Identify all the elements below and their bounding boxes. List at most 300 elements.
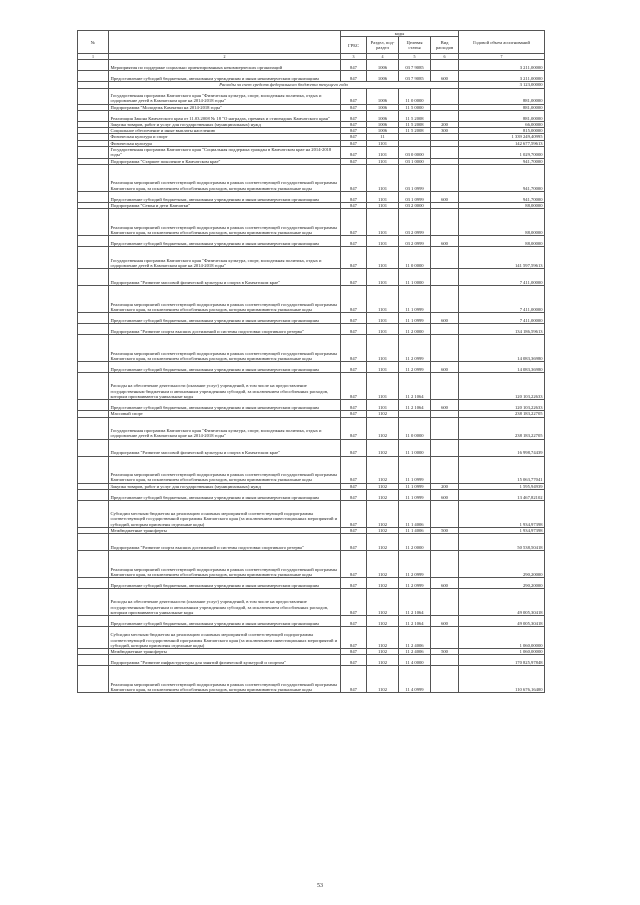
cell-sum: 7 411,00000 <box>459 313 545 324</box>
cell-sum: 49 005,30418 <box>459 589 545 616</box>
cell-section: 1101 <box>367 202 399 208</box>
cell-section: 1006 <box>367 104 399 110</box>
cell-section: 1102 <box>367 551 399 578</box>
cell-grbs: 847 <box>341 202 367 208</box>
cell-section: 1101 <box>367 164 399 191</box>
cell-name: Государственная программа Камчатского края "Физическая культура, спорт, молодежная политика, отдых и оздоровление детей в Камчатском крае на 2014-2018 годы" <box>109 417 341 439</box>
cell-target: 11 1 0999 <box>399 313 431 324</box>
cell-exp-type: 200 <box>431 483 459 489</box>
cell-name: Государственная программа Камчатского края "Физическая культура, спорт, молодежная политика, отдых и оздоровление детей в Камчатском крае на 2014-2018 годы" <box>109 88 341 104</box>
table-row <box>78 236 545 247</box>
cell-target: 11 2 0999 <box>399 335 431 362</box>
cell-exp-type: 600 <box>431 489 459 500</box>
cell-num <box>78 589 109 616</box>
cell-exp-type: 300 <box>431 128 459 134</box>
cell-sum: 881,00000 <box>459 88 545 104</box>
cell-target: 11 0 0000 <box>399 417 431 439</box>
cell-section: 1102 <box>367 439 399 456</box>
cell-grbs: 847 <box>341 666 367 693</box>
cell-target: 11 1 0999 <box>399 483 431 489</box>
table-row <box>78 616 545 627</box>
table-row <box>78 456 545 483</box>
cell-grbs: 847 <box>341 236 367 247</box>
header-codes: коды <box>341 31 459 37</box>
cell-name: Предоставление субсидий бюджетным, автономным учреждениям и иным некоммерческим организациям <box>109 578 341 589</box>
header-grbs: ГРБС <box>341 37 367 54</box>
cell-name: Подпрограмма "Семья и дети Камчатки" <box>109 202 341 208</box>
cell-name: Предоставление субсидий бюджетным, автономным учреждениям и иным некоммерческим организациям <box>109 313 341 324</box>
cell-sum: 815,00000 <box>459 128 545 134</box>
cell-name: Подпрограмма "Развитие спорта высших достижений и системы подготовки спортивного резерва" <box>109 534 341 551</box>
cell-grbs: 847 <box>341 209 367 236</box>
cell-target: 11 2 0000 <box>399 324 431 335</box>
cell-grbs: 847 <box>341 313 367 324</box>
cell-exp-type <box>431 164 459 191</box>
cell-note: Расходы за счет средств федерального бюджета текущего года <box>109 82 459 88</box>
cell-section: 1006 <box>367 121 399 127</box>
cell-exp-type <box>431 324 459 335</box>
cell-section: 1102 <box>367 627 399 649</box>
cell-grbs: 847 <box>341 191 367 202</box>
cell-name: Предоставление субсидий бюджетным, автономным учреждениям и иным некоммерческим организациям <box>109 616 341 627</box>
cell-exp-type: 600 <box>431 313 459 324</box>
cell-section: 1101 <box>367 191 399 202</box>
cell-exp-type <box>431 551 459 578</box>
cell-section: 1102 <box>367 417 399 439</box>
cell-grbs: 847 <box>341 88 367 104</box>
column-index-cell: 5 <box>399 54 431 60</box>
cell-exp-type <box>431 627 459 649</box>
cell-section: 1102 <box>367 616 399 627</box>
cell-sum: 49 005,30418 <box>459 616 545 627</box>
header-name <box>109 31 341 54</box>
cell-num <box>78 286 109 313</box>
table-body <box>78 60 545 693</box>
column-index-cell: 6 <box>431 54 459 60</box>
cell-name: Закупка товаров, работ и услуг для государственных (муниципальных) нужд <box>109 483 341 489</box>
cell-target: 11 2 0999 <box>399 551 431 578</box>
cell-target: 03 2 0999 <box>399 236 431 247</box>
cell-name: Государственная программа Камчатского края "Социальная поддержка граждан в Камчатском крае на 2014-2018 годы" <box>109 147 341 159</box>
cell-target: 11 5 2008 <box>399 110 431 121</box>
cell-name: Реализация мероприятий соответствующей подпрограммы в рамках соответствующей государственной программы Камчатского края, за исключением обособленных расходов, которым присваиваются уникальные коды <box>109 164 341 191</box>
cell-exp-type: 600 <box>431 616 459 627</box>
cell-section: 1102 <box>367 649 399 655</box>
cell-section: 1102 <box>367 456 399 483</box>
cell-num <box>78 191 109 202</box>
cell-name: Предоставление субсидий бюджетным, автономным учреждениям и иным некоммерческим организациям <box>109 71 341 82</box>
cell-exp-type <box>431 335 459 362</box>
cell-section: 1102 <box>367 589 399 616</box>
cell-sum: 3 211,00000 <box>459 71 545 82</box>
cell-exp-type <box>431 269 459 286</box>
cell-sum: 16 998,74439 <box>459 439 545 456</box>
table-row <box>78 209 545 236</box>
column-index-cell: 3 <box>341 54 367 60</box>
cell-sum: 88,00000 <box>459 209 545 236</box>
table-row <box>78 71 545 82</box>
cell-sum: 881,00000 <box>459 104 545 110</box>
cell-sum: 110 676,16400 <box>459 666 545 693</box>
cell-sum: 941,70000 <box>459 158 545 164</box>
cell-num <box>78 60 109 71</box>
cell-exp-type: 600 <box>431 71 459 82</box>
cell-grbs: 847 <box>341 373 367 400</box>
table-row <box>78 335 545 362</box>
cell-section: 1102 <box>367 666 399 693</box>
cell-target: 11 5 0000 <box>399 104 431 110</box>
table-row <box>78 489 545 500</box>
cell-exp-type: 600 <box>431 191 459 202</box>
cell-num <box>78 324 109 335</box>
budget-page <box>77 30 544 693</box>
cell-grbs: 847 <box>341 147 367 159</box>
cell-exp-type <box>431 209 459 236</box>
cell-num <box>78 164 109 191</box>
cell-sum: 1 339 249,40995 <box>459 134 545 140</box>
cell-exp-type <box>431 534 459 551</box>
cell-target: 03 1 0999 <box>399 191 431 202</box>
cell-sum: 3 123,00000 <box>459 82 545 88</box>
cell-grbs: 847 <box>341 627 367 649</box>
cell-target: 11 0 0000 <box>399 88 431 104</box>
cell-name: Субсидии местным бюджетам на реализацию основных мероприятий соответствующей подпрограммы соответствующей государственной программы Камчатского края (за исключением инвестиционных мероприятий и субсидий, которым присвоены отдельные коды) <box>109 627 341 649</box>
cell-grbs: 847 <box>341 140 367 146</box>
cell-sum: 7 411,00000 <box>459 286 545 313</box>
cell-name: Предоставление субсидий бюджетным, автономным учреждениям и иным некоммерческим организациям <box>109 489 341 500</box>
table-row <box>78 191 545 202</box>
cell-exp-type <box>431 373 459 400</box>
cell-num <box>78 655 109 666</box>
cell-name: Подпрограмма "Развитие спорта высших достижений и системы подготовки спортивного резерва" <box>109 324 341 335</box>
cell-target: 11 2 1064 <box>399 400 431 411</box>
cell-sum: 881,00000 <box>459 110 545 121</box>
cell-sum: 170 825,97848 <box>459 655 545 666</box>
cell-grbs: 847 <box>341 500 367 527</box>
cell-section: 1102 <box>367 489 399 500</box>
cell-sum: 66,00000 <box>459 121 545 127</box>
cell-exp-type <box>431 655 459 666</box>
cell-num <box>78 489 109 500</box>
cell-num <box>78 616 109 627</box>
cell-exp-type <box>431 247 459 269</box>
cell-name: Реализация мероприятий соответствующей подпрограммы в рамках соответствующей государственной программы Камчатского края, за исключением обособленных расходов, которым присваиваются уникальные коды <box>109 209 341 236</box>
cell-grbs: 847 <box>341 158 367 164</box>
table-row <box>78 88 545 104</box>
table-row <box>78 417 545 439</box>
cell-target: 11 4 0000 <box>399 655 431 666</box>
cell-num <box>78 666 109 693</box>
cell-sum: 13 467,82102 <box>459 489 545 500</box>
cell-sum: 941,70000 <box>459 191 545 202</box>
cell-section: 1101 <box>367 335 399 362</box>
cell-name: Реализация мероприятий соответствующей подпрограммы в рамках соответствующей государственной программы Камчатского края, за исключением обособленных расходов, которым присваиваются уникальные коды <box>109 666 341 693</box>
cell-target: 11 4 0999 <box>399 666 431 693</box>
cell-target: 11 1 4006 <box>399 500 431 527</box>
cell-target: 11 1 0999 <box>399 456 431 483</box>
cell-sum: 88,00000 <box>459 202 545 208</box>
cell-num <box>78 456 109 483</box>
cell-exp-type: 500 <box>431 527 459 533</box>
cell-section: 1101 <box>367 269 399 286</box>
cell-grbs: 847 <box>341 456 367 483</box>
cell-num <box>78 269 109 286</box>
cell-target: 11 1 4006 <box>399 527 431 533</box>
table-row <box>78 534 545 551</box>
table-row <box>78 439 545 456</box>
table-row <box>78 147 545 159</box>
cell-section: 1101 <box>367 209 399 236</box>
cell-target: 11 1 0000 <box>399 269 431 286</box>
cell-sum: 1 060,00000 <box>459 627 545 649</box>
cell-name: Государственная программа Камчатского края "Физическая культура, спорт, молодежная политика, отдых и оздоровление детей в Камчатском крае на 2014-2018 годы" <box>109 247 341 269</box>
cell-sum: 142 677,59613 <box>459 140 545 146</box>
cell-name: Подпрограмма "Молодежь Камчатки на 2014-2018 годы" <box>109 104 341 110</box>
cell-grbs: 847 <box>341 534 367 551</box>
cell-name: Подпрограмма "Развитие массовой физической культуры и спорта в Камчатском крае" <box>109 439 341 456</box>
cell-num <box>78 439 109 456</box>
cell-name: Физическая культура <box>109 140 341 146</box>
cell-target: 11 1 0999 <box>399 286 431 313</box>
cell-target: 11 2 0999 <box>399 362 431 373</box>
cell-grbs: 847 <box>341 411 367 417</box>
cell-grbs: 847 <box>341 551 367 578</box>
cell-section: 1101 <box>367 373 399 400</box>
cell-target: 11 1 0000 <box>399 439 431 456</box>
cell-target: 11 2 4006 <box>399 627 431 649</box>
cell-grbs: 847 <box>341 400 367 411</box>
cell-grbs: 847 <box>341 335 367 362</box>
table-row <box>78 655 545 666</box>
table-row <box>78 666 545 693</box>
cell-num <box>78 110 109 121</box>
cell-sum: 141 597,59613 <box>459 247 545 269</box>
cell-grbs: 847 <box>341 121 367 127</box>
cell-num <box>78 88 109 104</box>
cell-num <box>78 362 109 373</box>
cell-grbs: 847 <box>341 269 367 286</box>
cell-target: 11 5 2008 <box>399 121 431 127</box>
page-number: 53 <box>317 883 323 889</box>
table-row <box>78 400 545 411</box>
table-row <box>78 247 545 269</box>
cell-exp-type <box>431 88 459 104</box>
budget-table <box>77 30 545 693</box>
table-row <box>78 589 545 616</box>
cell-name: Предоставление субсидий бюджетным, автономным учреждениям и иным некоммерческим организациям <box>109 236 341 247</box>
cell-target: 11 2 0000 <box>399 534 431 551</box>
cell-sum: 134 186,59613 <box>459 324 545 335</box>
cell-num <box>78 627 109 649</box>
cell-section: 1102 <box>367 483 399 489</box>
cell-section: 1101 <box>367 247 399 269</box>
column-index-cell: 1 <box>78 54 109 60</box>
cell-section: 1006 <box>367 71 399 82</box>
column-index-cell: 2 <box>109 54 341 60</box>
table-row <box>78 324 545 335</box>
cell-name: Массовый спорт <box>109 411 341 417</box>
cell-target: 11 1 0999 <box>399 489 431 500</box>
cell-exp-type <box>431 666 459 693</box>
table-row <box>78 269 545 286</box>
cell-num <box>78 500 109 527</box>
table-row <box>78 373 545 400</box>
cell-target: 11 5 2008 <box>399 128 431 134</box>
cell-num <box>78 373 109 400</box>
cell-section: 1101 <box>367 313 399 324</box>
cell-section: 1101 <box>367 286 399 313</box>
cell-sum: 88,00000 <box>459 236 545 247</box>
cell-exp-type <box>431 500 459 527</box>
cell-grbs: 847 <box>341 110 367 121</box>
cell-target: 03 2 0000 <box>399 202 431 208</box>
table-row <box>78 60 545 71</box>
cell-exp-type: 600 <box>431 400 459 411</box>
cell-section: 1101 <box>367 140 399 146</box>
cell-section: 1101 <box>367 147 399 159</box>
cell-target: 03 7 9085 <box>399 71 431 82</box>
cell-exp-type <box>431 439 459 456</box>
cell-exp-type <box>431 60 459 71</box>
cell-num <box>78 417 109 439</box>
cell-name: Подпрограмма "Развитие массовой физической культуры и спорта в Камчатском крае" <box>109 269 341 286</box>
header-num: № <box>78 31 109 54</box>
cell-grbs: 847 <box>341 483 367 489</box>
table-row <box>78 313 545 324</box>
cell-sum: 1 029,70000 <box>459 147 545 159</box>
cell-grbs: 847 <box>341 489 367 500</box>
cell-name: Мероприятия по поддержке социально ориентированных некоммерческих организаций <box>109 60 341 71</box>
cell-target: 11 2 1064 <box>399 373 431 400</box>
cell-num <box>78 236 109 247</box>
cell-num <box>78 313 109 324</box>
cell-exp-type <box>431 147 459 159</box>
cell-section: 1101 <box>367 400 399 411</box>
cell-target: 03 0 0000 <box>399 147 431 159</box>
cell-target: 11 2 1064 <box>399 616 431 627</box>
cell-name: Расходы на обеспечение деятельности (оказание услуг) учреждений, в том числе на предоставление государственным бюджетным и автономным учреждениям субсидий, за исключением обособленных расходов, которым присваиваются уникальные коды <box>109 373 341 400</box>
cell-grbs: 847 <box>341 134 367 140</box>
cell-name: Предоставление субсидий бюджетным, автономным учреждениям и иным некоммерческим организациям <box>109 191 341 202</box>
table-row <box>78 551 545 578</box>
table-row <box>78 627 545 649</box>
cell-grbs: 847 <box>341 71 367 82</box>
cell-section: 1102 <box>367 655 399 666</box>
cell-grbs: 847 <box>341 247 367 269</box>
cell-sum: 238 183,22705 <box>459 411 545 417</box>
cell-exp-type: 500 <box>431 649 459 655</box>
cell-section: 1101 <box>367 324 399 335</box>
cell-num <box>78 335 109 362</box>
cell-exp-type: 600 <box>431 236 459 247</box>
cell-grbs: 847 <box>341 655 367 666</box>
cell-section: 1101 <box>367 362 399 373</box>
cell-num <box>78 147 109 159</box>
cell-section: 1102 <box>367 527 399 533</box>
cell-sum: 941,70000 <box>459 164 545 191</box>
cell-target: 03 1 0999 <box>399 164 431 191</box>
cell-grbs: 847 <box>341 128 367 134</box>
cell-sum: 1 595,94939 <box>459 483 545 489</box>
cell-target: 03 2 0999 <box>399 209 431 236</box>
cell-name: Межбюджетные трансферты <box>109 527 341 533</box>
cell-name: Реализация мероприятий соответствующей подпрограммы в рамках соответствующей государственной программы Камчатского края, за исключением обособленных расходов, которым присваиваются уникальные коды <box>109 286 341 313</box>
cell-section: 1102 <box>367 500 399 527</box>
cell-num <box>78 247 109 269</box>
cell-name: Субсидии местным бюджетам на реализацию основных мероприятий соответствующей подпрограммы соответствующей государственной программы Камчатского края (за исключением инвестиционных мероприятий и субсидий, которым присвоены отдельные коды) <box>109 500 341 527</box>
cell-sum: 120 103,22633 <box>459 400 545 411</box>
cell-section: 1101 <box>367 236 399 247</box>
cell-name: Реализация Закона Камчатского края от 11.03.2008 № 18 "О наградах, премиях и стипендиях Камчатского края" <box>109 110 341 121</box>
cell-grbs: 847 <box>341 362 367 373</box>
cell-grbs: 847 <box>341 324 367 335</box>
header-annual: Годовой объем ассигнований <box>459 31 545 54</box>
cell-grbs: 847 <box>341 649 367 655</box>
cell-num <box>78 551 109 578</box>
cell-grbs: 847 <box>341 417 367 439</box>
cell-exp-type: 600 <box>431 578 459 589</box>
cell-grbs: 847 <box>341 286 367 313</box>
cell-grbs: 847 <box>341 60 367 71</box>
cell-exp-type <box>431 286 459 313</box>
table-row <box>78 110 545 121</box>
column-index-cell: 7 <box>459 54 545 60</box>
cell-sum: 1 934,97398 <box>459 527 545 533</box>
cell-exp-type: 600 <box>431 362 459 373</box>
cell-section: 1006 <box>367 128 399 134</box>
cell-num <box>78 578 109 589</box>
cell-name: Межбюджетные трансферты <box>109 649 341 655</box>
cell-sum: 3 211,00000 <box>459 60 545 71</box>
cell-grbs: 847 <box>341 527 367 533</box>
header-exp-type: Вид расходов <box>431 37 459 54</box>
cell-sum: 290,20000 <box>459 551 545 578</box>
cell-name: Расходы на обеспечение деятельности (оказание услуг) учреждений, в том числе на предоставление государственным бюджетным и автономным учреждениям субсидий, за исключением обособленных расходов, которым присваиваются уникальные коды <box>109 589 341 616</box>
cell-num <box>78 400 109 411</box>
table-row <box>78 500 545 527</box>
cell-num <box>78 534 109 551</box>
cell-target: 11 2 0999 <box>399 578 431 589</box>
cell-section: 1101 <box>367 158 399 164</box>
cell-section: 1102 <box>367 578 399 589</box>
cell-num <box>78 209 109 236</box>
cell-section: 1006 <box>367 88 399 104</box>
cell-sum: 120 103,22633 <box>459 373 545 400</box>
cell-exp-type <box>431 110 459 121</box>
cell-name: Предоставление субсидий бюджетным, автономным учреждениям и иным некоммерческим организациям <box>109 400 341 411</box>
cell-name: Реализация мероприятий соответствующей подпрограммы в рамках соответствующей государственной программы Камчатского края, за исключением обособленных расходов, которым присваиваются уникальные коды <box>109 551 341 578</box>
cell-sum: 290,20000 <box>459 578 545 589</box>
cell-name: Реализация мероприятий соответствующей подпрограммы в рамках соответствующей государственной программы Камчатского края, за исключением обособленных расходов, которым присваиваются уникальные коды <box>109 335 341 362</box>
cell-exp-type <box>431 589 459 616</box>
cell-target: 03 1 0000 <box>399 158 431 164</box>
cell-target: 11 2 1064 <box>399 589 431 616</box>
cell-section: 1006 <box>367 110 399 121</box>
table-row <box>78 164 545 191</box>
cell-name: Физическая культура и спорт <box>109 134 341 140</box>
cell-name: Подпрограмма "Старшее поколение в Камчатском крае" <box>109 158 341 164</box>
cell-sum: 50 538,50418 <box>459 534 545 551</box>
cell-grbs: 847 <box>341 439 367 456</box>
cell-grbs: 847 <box>341 164 367 191</box>
cell-exp-type <box>431 417 459 439</box>
cell-name: Закупка товаров, работ и услуг для государственных (муниципальных) нужд <box>109 121 341 127</box>
cell-section: 11 <box>367 134 399 140</box>
cell-exp-type: 200 <box>431 121 459 127</box>
cell-sum: 14 083,36980 <box>459 362 545 373</box>
cell-exp-type <box>431 456 459 483</box>
column-index-cell: 4 <box>367 54 399 60</box>
